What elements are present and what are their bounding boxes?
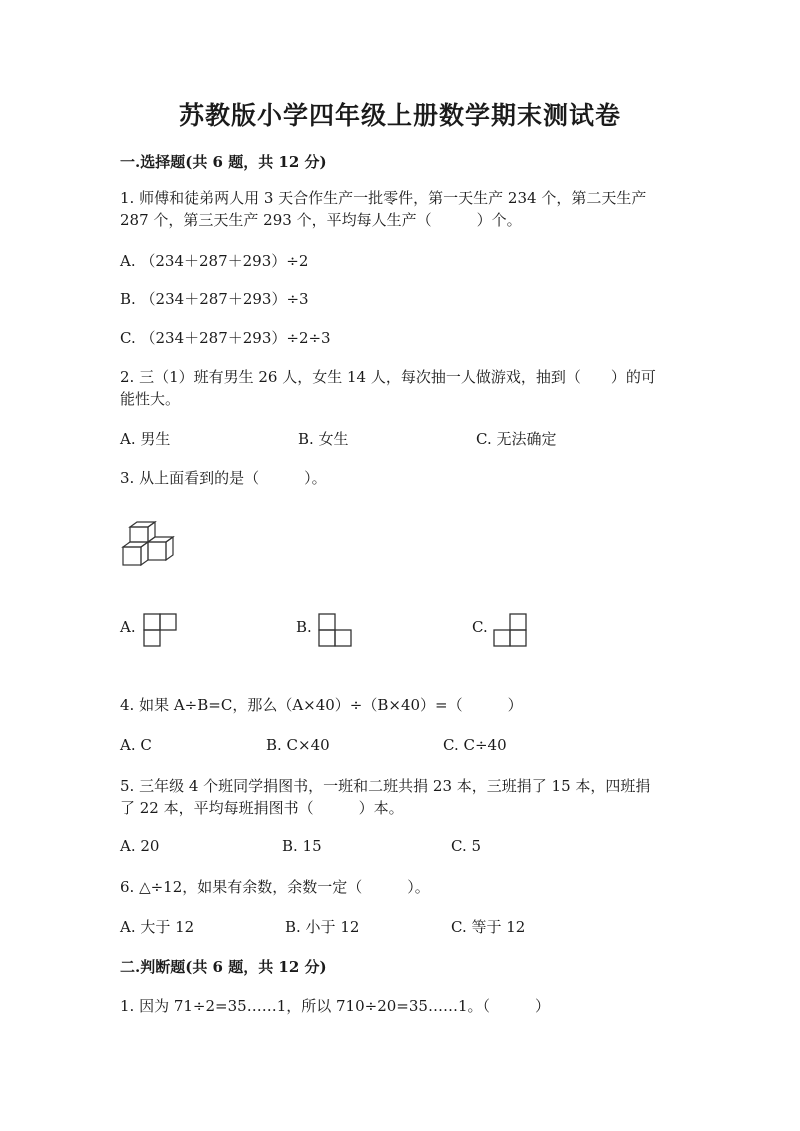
judgement-1-line-1: 1. 因为 71÷2=35……1，所以 710÷20=35……1。（ ） xyxy=(120,997,550,1015)
cube-stack-figure xyxy=(120,520,182,568)
question-4-option-b: B. C×40 xyxy=(266,736,330,754)
view-a-figure xyxy=(143,613,179,649)
question-6-option-c: C. 等于 12 xyxy=(451,918,526,936)
question-5-option-a: A. 20 xyxy=(120,837,160,855)
question-2-option-a: A. 男生 xyxy=(120,430,171,448)
question-3-option-b-label: B. xyxy=(296,618,312,636)
question-3-option-a-label: A. xyxy=(120,618,136,636)
question-2-line-2: 能性大。 xyxy=(120,390,181,408)
question-5-line-2: 了 22 本，平均每班捐图书（ ）本。 xyxy=(120,799,404,817)
question-5-option-b: B. 15 xyxy=(282,837,322,855)
view-c-figure xyxy=(493,613,529,649)
question-3-line-1: 3. 从上面看到的是（ ）。 xyxy=(120,469,327,487)
view-b-figure xyxy=(318,613,354,649)
section-heading-choice: 一.选择题(共 6 题，共 12 分) xyxy=(120,153,327,171)
page-title: 苏教版小学四年级上册数学期末测试卷 xyxy=(178,101,621,130)
question-1-option-b: B. （234＋287＋293）÷3 xyxy=(120,290,309,308)
question-2-option-b: B. 女生 xyxy=(298,430,349,448)
question-5-option-c: C. 5 xyxy=(451,837,482,855)
question-2-line-1: 2. 三（1）班有男生 26 人，女生 14 人，每次抽一人做游戏，抽到（ ）的可 xyxy=(120,368,656,386)
question-1-option-c: C. （234＋287＋293）÷2÷3 xyxy=(120,329,331,347)
question-6-option-a: A. 大于 12 xyxy=(120,918,195,936)
question-5-line-1: 5. 三年级 4 个班同学捐图书，一班和二班共捐 23 本，三班捐了 15 本，四班捐 xyxy=(120,777,651,795)
question-4-option-c: C. C÷40 xyxy=(443,736,507,754)
question-1-option-a: A. （234＋287＋293）÷2 xyxy=(120,252,309,270)
question-1-line-1: 1. 师傅和徒弟两人用 3 天合作生产一批零件，第一天生产 234 个，第二天生产 xyxy=(120,189,647,207)
question-4-option-a: A. C xyxy=(120,736,152,754)
question-1-line-2: 287 个，第三天生产 293 个，平均每人生产（ ）个。 xyxy=(120,211,522,229)
question-4-line-1: 4. 如果 A÷B=C，那么（A×40）÷（B×40）=（ ） xyxy=(120,696,523,714)
section-heading-judgement: 二.判断题(共 6 题，共 12 分) xyxy=(120,958,327,976)
question-6-option-b: B. 小于 12 xyxy=(285,918,360,936)
question-6-line-1: 6. △÷12，如果有余数，余数一定（ ）。 xyxy=(120,878,430,896)
question-2-option-c: C. 无法确定 xyxy=(476,430,557,448)
question-3-option-c-label: C. xyxy=(472,618,488,636)
